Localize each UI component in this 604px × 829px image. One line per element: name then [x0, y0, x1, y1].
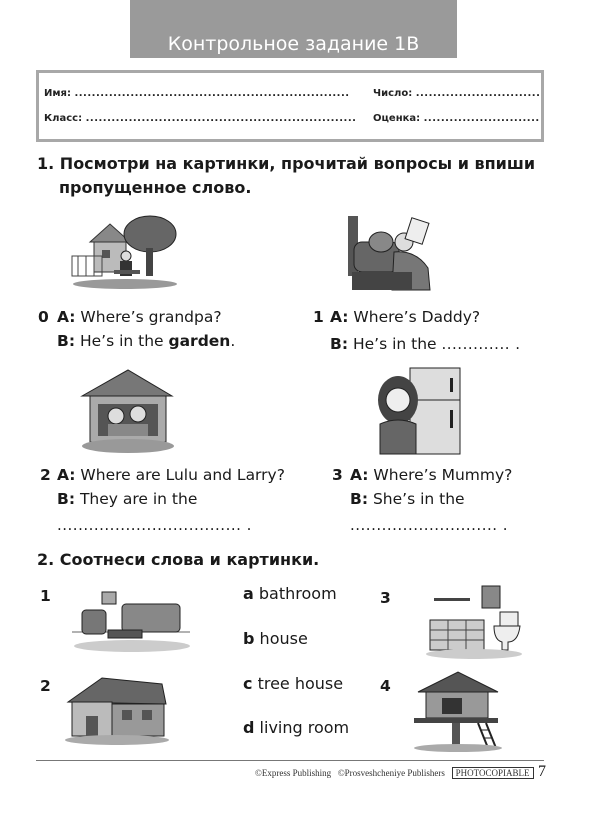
picture2-number: 2	[40, 677, 51, 695]
name-field[interactable]: ................................................................	[74, 88, 350, 99]
item1-question: Where’s Daddy?	[353, 308, 481, 326]
item3-question: Where’s Mummy?	[373, 466, 513, 484]
word-b-letter: b	[243, 629, 255, 648]
item0-b-label: B:	[57, 332, 76, 350]
word-c[interactable]	[243, 674, 343, 693]
task2-number: 2.	[37, 550, 55, 569]
picture1-number: 1	[40, 587, 51, 605]
word-c-text: tree house	[257, 674, 344, 693]
item1-b-label: B:	[330, 335, 349, 353]
item2-answer-pre: They are in the	[79, 490, 198, 508]
item3-answer-row	[350, 489, 465, 509]
grade-row[interactable]	[373, 113, 540, 124]
item1-question-row	[330, 307, 480, 327]
date-label: Число:	[373, 88, 413, 99]
photocopiable-badge: PHOTOCOPIABLE	[452, 767, 534, 779]
item1-answer-pre: He’s in the	[352, 335, 442, 353]
item0-answer-row	[57, 331, 235, 351]
word-a[interactable]	[243, 584, 337, 603]
item2-answer-blank[interactable]: ................................... .	[57, 516, 252, 534]
word-a-text: bathroom	[258, 584, 337, 603]
item2-question-row	[57, 465, 285, 485]
item2-number: 2	[40, 466, 51, 484]
task1-instruction	[37, 152, 535, 176]
item1-answer-blank[interactable]: ............. .	[441, 335, 521, 353]
word-d-letter: d	[243, 718, 255, 737]
word-b[interactable]	[243, 629, 308, 648]
item1-a-label: A:	[330, 308, 349, 326]
item3-number: 3	[332, 466, 343, 484]
bathroom-picture[interactable]	[424, 580, 524, 660]
page-title: Контрольное задание 1В	[167, 33, 420, 55]
mummy-kitchen-picture	[370, 366, 465, 456]
name-row[interactable]	[44, 88, 350, 99]
item1-answer-row	[330, 334, 521, 354]
item0-question-row	[57, 307, 222, 327]
item1-number: 1	[313, 308, 324, 326]
item2-question: Where are Lulu and Larry?	[80, 466, 285, 484]
class-field[interactable]: ...............................................................	[85, 113, 357, 124]
picture4-number: 4	[380, 677, 391, 695]
footer-publisher2: ©Prosveshcheniye Publishers	[337, 768, 445, 778]
page-title-bar	[130, 0, 457, 58]
item2-answer-row	[57, 489, 197, 509]
item0-answer-pre: He’s in the	[79, 332, 169, 350]
item2-a-label: A:	[57, 466, 76, 484]
grade-field[interactable]: ...........................	[423, 113, 540, 124]
page-number: 7	[538, 763, 546, 780]
item0-question: Where’s grandpa?	[80, 308, 222, 326]
grandpa-garden-picture	[70, 212, 180, 290]
item3-answer-pre: She’s in the	[372, 490, 465, 508]
word-c-letter: c	[243, 674, 253, 693]
date-row[interactable]	[373, 88, 540, 99]
task2-instruction: Соотнеси слова и картинки.	[59, 550, 320, 569]
task1-instruction-line2: пропущенное слово.	[59, 178, 252, 197]
grade-label: Оценка:	[373, 113, 421, 124]
daddy-bedroom-picture	[346, 212, 436, 292]
footer-divider	[36, 760, 544, 761]
footer-publisher1: ©Express Publishing	[255, 768, 332, 778]
item0-answer-post: .	[230, 332, 236, 350]
footer	[255, 768, 534, 778]
task1-instruction-line1: Посмотри на картинки, прочитай вопросы и впиши	[59, 154, 536, 173]
word-d[interactable]	[243, 718, 349, 737]
item0-answer-word: garden	[168, 332, 231, 350]
item3-a-label: A:	[350, 466, 369, 484]
item0-number: 0	[38, 308, 49, 326]
item3-b-label: B:	[350, 490, 369, 508]
student-info-box	[36, 70, 544, 142]
task2-instruction-row	[37, 548, 319, 572]
name-label: Имя:	[44, 88, 71, 99]
tree-house-picture[interactable]	[408, 668, 508, 752]
task1-number: 1.	[37, 154, 55, 173]
item2-b-label: B:	[57, 490, 76, 508]
word-b-text: house	[259, 629, 308, 648]
class-label: Класс:	[44, 113, 83, 124]
treehouse-kids-picture	[78, 366, 176, 454]
word-a-letter: a	[243, 584, 254, 603]
picture3-number: 3	[380, 589, 391, 607]
house-picture[interactable]	[62, 670, 172, 746]
item3-question-row	[350, 465, 512, 485]
living-room-picture[interactable]	[72, 586, 190, 656]
word-d-text: living room	[259, 718, 350, 737]
date-field[interactable]: .............................	[415, 88, 541, 99]
item0-a-label: A:	[57, 308, 76, 326]
item3-answer-blank[interactable]: ............................ .	[350, 516, 509, 534]
class-row[interactable]	[44, 113, 356, 124]
